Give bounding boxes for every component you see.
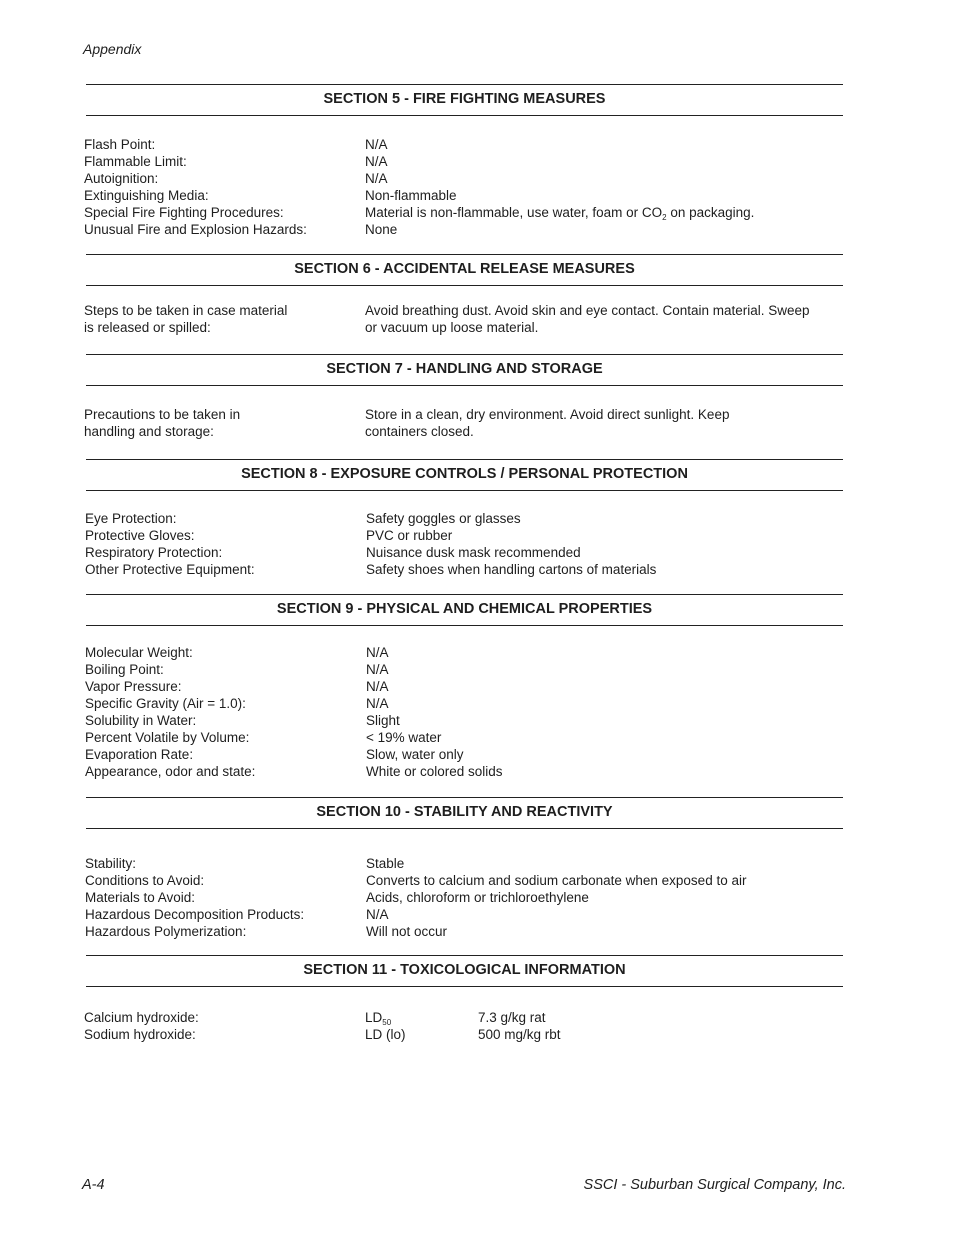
table-row — [85, 872, 746, 889]
section-9-heading: SECTION 9 - PHYSICAL AND CHEMICAL PROPERTIES — [86, 594, 843, 626]
field-value: N/A — [365, 154, 388, 169]
field-value: N/A — [365, 171, 388, 186]
field-value: N/A — [365, 137, 388, 152]
field-value: < 19% water — [366, 730, 442, 745]
field-value: 500 mg/kg rbt — [478, 1027, 561, 1042]
table-row — [85, 527, 656, 544]
field-label: Flammable Limit: — [84, 154, 187, 169]
field-value: Store in a clean, dry environment. Avoid direct sunlight. Keep containers closed. — [365, 407, 730, 439]
company-name: SSCI - Suburban Surgical Company, Inc. — [583, 1177, 846, 1193]
section-7-heading: SECTION 7 - HANDLING AND STORAGE — [86, 354, 843, 386]
running-header: Appendix — [83, 41, 142, 57]
table-row — [85, 544, 656, 561]
table-row — [85, 729, 503, 746]
section-6-table — [84, 303, 840, 336]
field-value: White or colored solids — [366, 764, 503, 779]
section-10-table — [85, 855, 746, 940]
field-label: Evaporation Rate: — [85, 747, 194, 762]
field-label: Other Protective Equipment: — [85, 562, 255, 577]
field-label: Precautions to be taken in handling and storage: — [84, 407, 241, 439]
field-value: None — [365, 222, 398, 237]
table-row — [84, 221, 754, 238]
field-value: Avoid breathing dust. Avoid skin and eye contact. Contain material. Sweep or vacuum up loose material. — [365, 303, 810, 335]
section-6-heading: SECTION 6 - ACCIDENTAL RELEASE MEASURES — [86, 254, 843, 286]
field-value — [365, 204, 754, 221]
table-row — [85, 661, 503, 678]
table-row — [85, 510, 656, 527]
field-label: Special Fire Fighting Procedures: — [84, 205, 284, 220]
table-row — [85, 746, 503, 763]
field-value: Safety goggles or glasses — [366, 511, 521, 526]
field-label: Molecular Weight: — [85, 645, 193, 660]
field-label: Specific Gravity (Air = 1.0): — [85, 696, 246, 711]
field-label: Respiratory Protection: — [85, 545, 223, 560]
section-5-heading: SECTION 5 - FIRE FIGHTING MEASURES — [86, 84, 843, 116]
field-value: Acids, chloroform or trichloroethylene — [366, 890, 589, 905]
field-label: Percent Volatile by Volume: — [85, 730, 250, 745]
table-row — [84, 204, 754, 221]
field-label: Hazardous Polymerization: — [85, 924, 247, 939]
field-label: Materials to Avoid: — [85, 890, 196, 905]
subscript: 2 — [662, 213, 667, 222]
section-9-table — [85, 644, 503, 780]
field-value: N/A — [366, 645, 389, 660]
field-value: Slow, water only — [366, 747, 464, 762]
field-label: Protective Gloves: — [85, 528, 195, 543]
field-value: Non-flammable — [365, 188, 457, 203]
toxicity-measure — [365, 1026, 478, 1043]
field-value: Nuisance dusk mask recommended — [366, 545, 581, 560]
table-row — [85, 855, 746, 872]
measure-text: LD — [365, 1010, 383, 1025]
page-number: A-4 — [82, 1177, 105, 1193]
field-value: N/A — [366, 696, 389, 711]
section-7-table — [84, 406, 840, 440]
section-11-table — [84, 1009, 561, 1043]
field-label: Sodium hydroxide: — [84, 1027, 196, 1042]
field-value: Safety shoes when handling cartons of materials — [366, 562, 657, 577]
field-label: Vapor Pressure: — [85, 679, 182, 694]
section-10-heading: SECTION 10 - STABILITY AND REACTIVITY — [86, 797, 843, 829]
field-label: Autoignition: — [84, 171, 159, 186]
toxicity-measure — [365, 1009, 478, 1026]
value-text: on packaging. — [666, 205, 755, 220]
table-row — [85, 561, 656, 578]
field-value: Slight — [366, 713, 400, 728]
table-row — [84, 1009, 561, 1026]
field-label: Solubility in Water: — [85, 713, 197, 728]
field-value: Stable — [366, 856, 405, 871]
field-label: Appearance, odor and state: — [85, 764, 256, 779]
table-row — [85, 763, 503, 780]
field-label: Unusual Fire and Explosion Hazards: — [84, 222, 307, 237]
table-row — [85, 712, 503, 729]
field-value: PVC or rubber — [366, 528, 453, 543]
section-11-heading: SECTION 11 - TOXICOLOGICAL INFORMATION — [86, 955, 843, 987]
field-value: 7.3 g/kg rat — [478, 1010, 546, 1025]
table-row — [85, 678, 503, 695]
table-row — [85, 889, 746, 906]
table-row — [84, 1026, 561, 1043]
value-text: Material is non-flammable, use water, foam or CO — [365, 205, 663, 220]
field-label: Eye Protection: — [85, 511, 177, 526]
table-row — [85, 923, 746, 940]
field-value: Will not occur — [366, 924, 448, 939]
subscript: 50 — [382, 1018, 392, 1027]
table-row — [85, 695, 503, 712]
field-label: Stability: — [85, 856, 137, 871]
field-label: Flash Point: — [84, 137, 156, 152]
field-value: N/A — [366, 662, 389, 677]
field-label: Boiling Point: — [85, 662, 164, 677]
field-label: Conditions to Avoid: — [85, 873, 205, 888]
field-value: Converts to calcium and sodium carbonate when exposed to air — [366, 873, 747, 888]
field-label: Calcium hydroxide: — [84, 1010, 199, 1025]
measure-text: LD (lo) — [365, 1027, 406, 1042]
table-row — [85, 906, 746, 923]
section-5-table — [84, 136, 754, 238]
field-value: N/A — [366, 679, 389, 694]
field-label: Steps to be taken in case material is released or spilled: — [84, 303, 288, 335]
table-row — [84, 136, 754, 153]
field-value: N/A — [366, 907, 389, 922]
section-8-table — [85, 510, 656, 578]
section-8-heading: SECTION 8 - EXPOSURE CONTROLS / PERSONAL PROTECTION — [86, 459, 843, 491]
table-row — [84, 153, 754, 170]
table-row — [84, 170, 754, 187]
table-row — [85, 644, 503, 661]
table-row — [84, 187, 754, 204]
field-label: Hazardous Decomposition Products: — [85, 907, 305, 922]
field-label: Extinguishing Media: — [84, 188, 209, 203]
